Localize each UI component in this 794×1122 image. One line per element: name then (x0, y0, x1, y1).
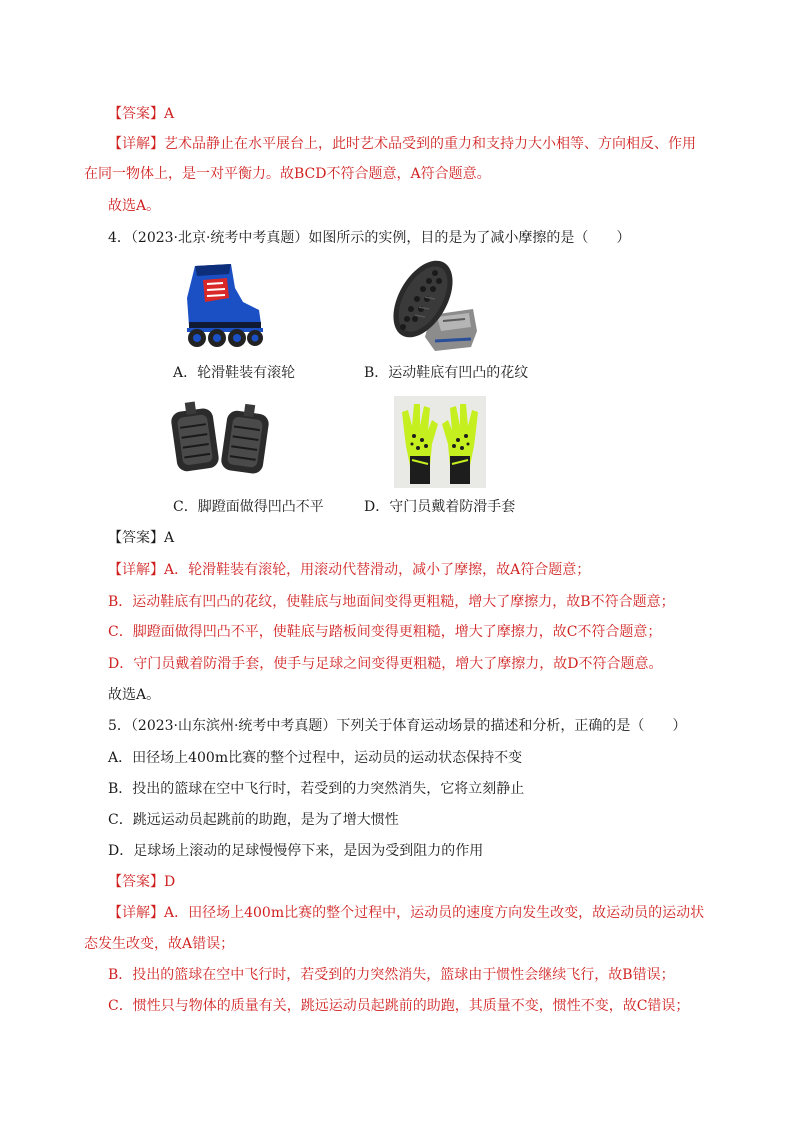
q4-detail-d: D．守门员戴着防滑手套，使手与足球之间变得更粗糙，增大了摩擦力，故D不符合题意。 (108, 656, 663, 672)
q5-detail-b: B．投出的篮球在空中飞行时，若受到的力突然消失，篮球由于惯性会继续飞行，故B错误； (108, 967, 675, 983)
q5-detail-a-line-2: 态发生改变，故A错误； (84, 936, 235, 952)
q4-conclusion: 故选A。 (108, 687, 161, 703)
q5-option-a: A．田径场上400m比赛的整个过程中，运动员的运动状态保持不变 (108, 750, 523, 766)
q4-option-b-label: B．运动鞋底有凹凸的花纹 (364, 365, 529, 381)
q5-answer: 【答案】D (108, 874, 176, 890)
bike-pedals-image (168, 398, 272, 478)
q5-detail-a-line-1: 【详解】A．田径场上400m比赛的整个过程中，运动员的速度方向发生改变，故运动员的运动状 (108, 905, 705, 921)
q4-detail-c: C．脚蹬面做得凹凸不平，使鞋底与踏板间变得更粗糙，增大了摩擦力，故C不符合题意； (108, 624, 662, 640)
q5-stem: 5．（2023·山东滨州·统考中考真题）下列关于体育运动场景的描述和分析，正确的是（ ） (108, 718, 687, 734)
q4-stem: 4．（2023·北京·统考中考真题）如图所示的实例，目的是为了减小摩擦的是（ ） (108, 230, 631, 246)
q3-conclusion: 故选A。 (108, 198, 161, 214)
sneaker-sole-image (385, 255, 481, 353)
q4-detail-a: 【详解】A．轮滑鞋装有滚轮，用滚动代替滑动，减小了摩擦，故A符合题意； (108, 562, 591, 578)
q4-answer: 【答案】A (108, 530, 175, 546)
q4-detail-b: B．运动鞋底有凹凸的花纹，使鞋底与地面间变得更粗糙，增大了摩擦力，故B不符合题意； (108, 594, 675, 610)
q4-option-d-label: D．守门员戴着防滑手套 (364, 499, 516, 515)
q5-option-c: C．跳远运动员起跳前的助跑，是为了增大惯性 (108, 812, 399, 828)
q5-option-b: B．投出的篮球在空中飞行时，若受到的力突然消失，它将立刻静止 (108, 781, 525, 797)
q5-detail-c: C．惯性只与物体的质量有关，跳远运动员起跳前的助跑，其质量不变，惯性不变，故C错误； (108, 998, 690, 1014)
q4-option-a-label: A．轮滑鞋装有滚轮 (173, 365, 296, 381)
q3-detail-line-1: 【详解】艺术品静止在水平展台上，此时艺术品受到的重力和支持力大小相等、方向相反、作用 (108, 136, 696, 152)
q3-answer: 【答案】A (108, 106, 175, 122)
q4-option-c-label: C．脚蹬面做得凹凸不平 (173, 499, 324, 515)
inline-skate-image (173, 258, 269, 350)
goalkeeper-gloves-image (394, 396, 486, 488)
q3-detail-line-2: 在同一物体上，是一对平衡力。故BCD不符合题意，A符合题意。 (84, 166, 491, 182)
q5-option-d: D．足球场上滚动的足球慢慢停下来，是因为受到阻力的作用 (108, 843, 484, 859)
